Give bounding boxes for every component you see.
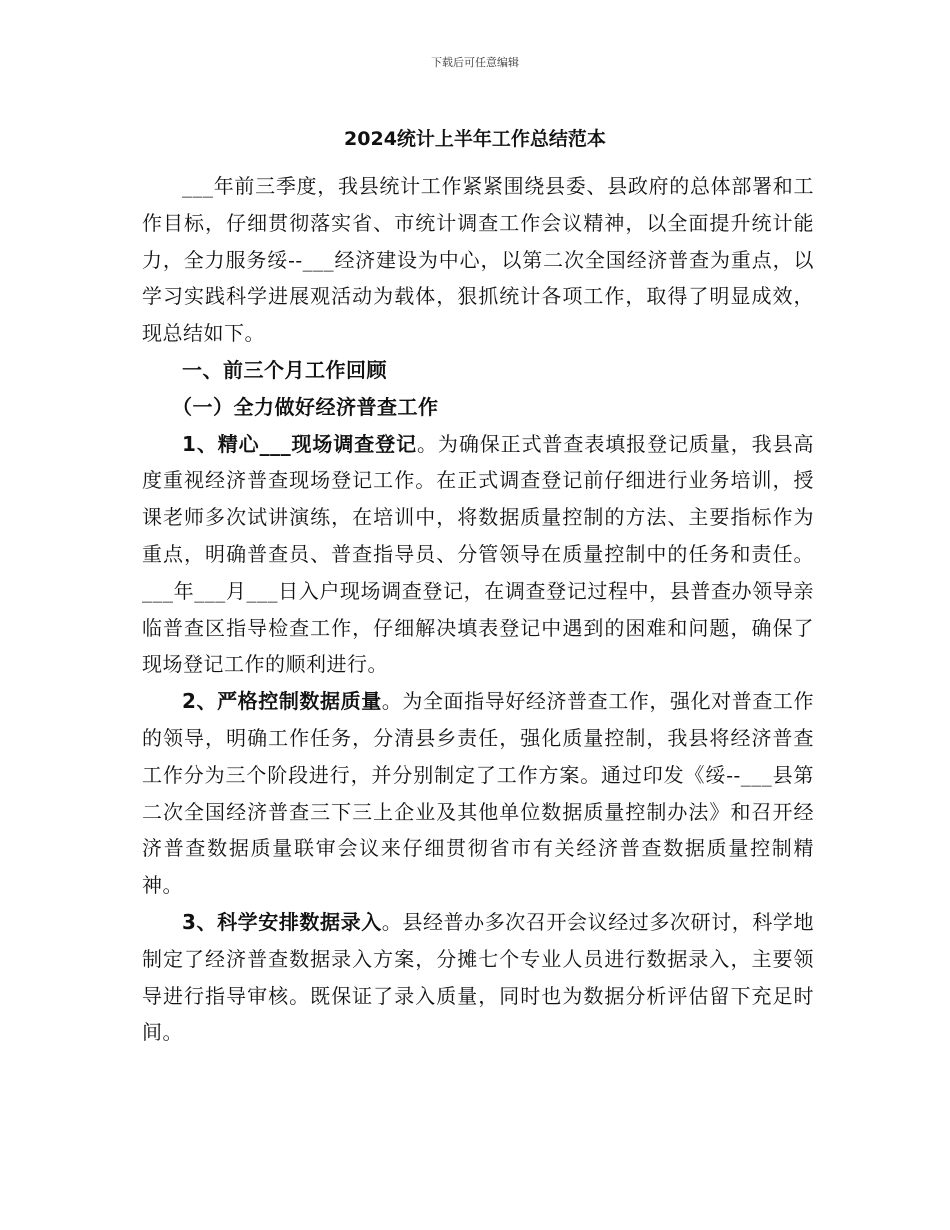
subsection-heading: （一）全力做好经济普查工作 [172, 394, 439, 419]
item-paragraph-2 [142, 683, 814, 904]
item-text-1: 。为确保正式普查表填报登记质量，我县高度重视经济普查现场登记工作。在正式调查登记前仔细进行业务培训，授课老师多次试讲演练，在培训中，将数据质量控制的方法、主要指标作为重点，明确普查员、普查指导员、分管领导在质量控制中的任务和责任。___年___月___日入户现场调查登记，在调查登记过程中，县普查办领导亲临普查区指导检查工作，仔细解决填表登记中遇到的困难和问题，确保了现场登记工作的顺利进行。 [142, 431, 814, 677]
section-heading: 一、前三个月工作回顾 [182, 357, 387, 382]
item-paragraph-3 [142, 904, 814, 1051]
document-title: 2024统计上半年工作总结范本 [344, 128, 606, 150]
item-lead-1: 1、精心___现场调查登记 [182, 431, 417, 456]
header-note: 下载后可任意编辑 [431, 56, 519, 69]
item-text-3: 。县经普办多次召开会议经过多次研讨，科学地制定了经济普查数据录入方案，分摊七个专业人员进行数据录入，主要领导进行指导审核。既保证了录入质量，同时也为数据分析评估留下充足时间。 [142, 909, 814, 1045]
document-body [142, 168, 814, 1051]
item-text-2: 。为全面指导好经济普查工作，强化对普查工作的领导，明确工作任务，分清县乡责任，强化质量控制，我县将经济普查工作分为三个阶段进行，并分别制定了工作方案。通过印发《绥--___县第二次全国经济普查三下三上企业及其他单位数据质量控制办法》和召开经济普查数据质量联审会议来仔细贯彻省市有关经济普查数据质量控制精神。 [142, 689, 814, 898]
intro-paragraph: ___年前三季度，我县统计工作紧紧围绕县委、县政府的总体部署和工作目标，仔细贯彻落实省、市统计调查工作会议精神，以全面提升统计能力，全力服务绥--___经济建设为中心，以第二次全国经济普查为重点，以学习实践科学进展观活动为载体，狠抓统计各项工作，取得了明显成效，现总结如下。 [142, 174, 814, 346]
item-lead-2: 2、严格控制数据质量 [182, 689, 382, 714]
item-paragraph-1 [142, 426, 814, 684]
item-lead-3: 3、科学安排数据录入 [182, 909, 382, 934]
